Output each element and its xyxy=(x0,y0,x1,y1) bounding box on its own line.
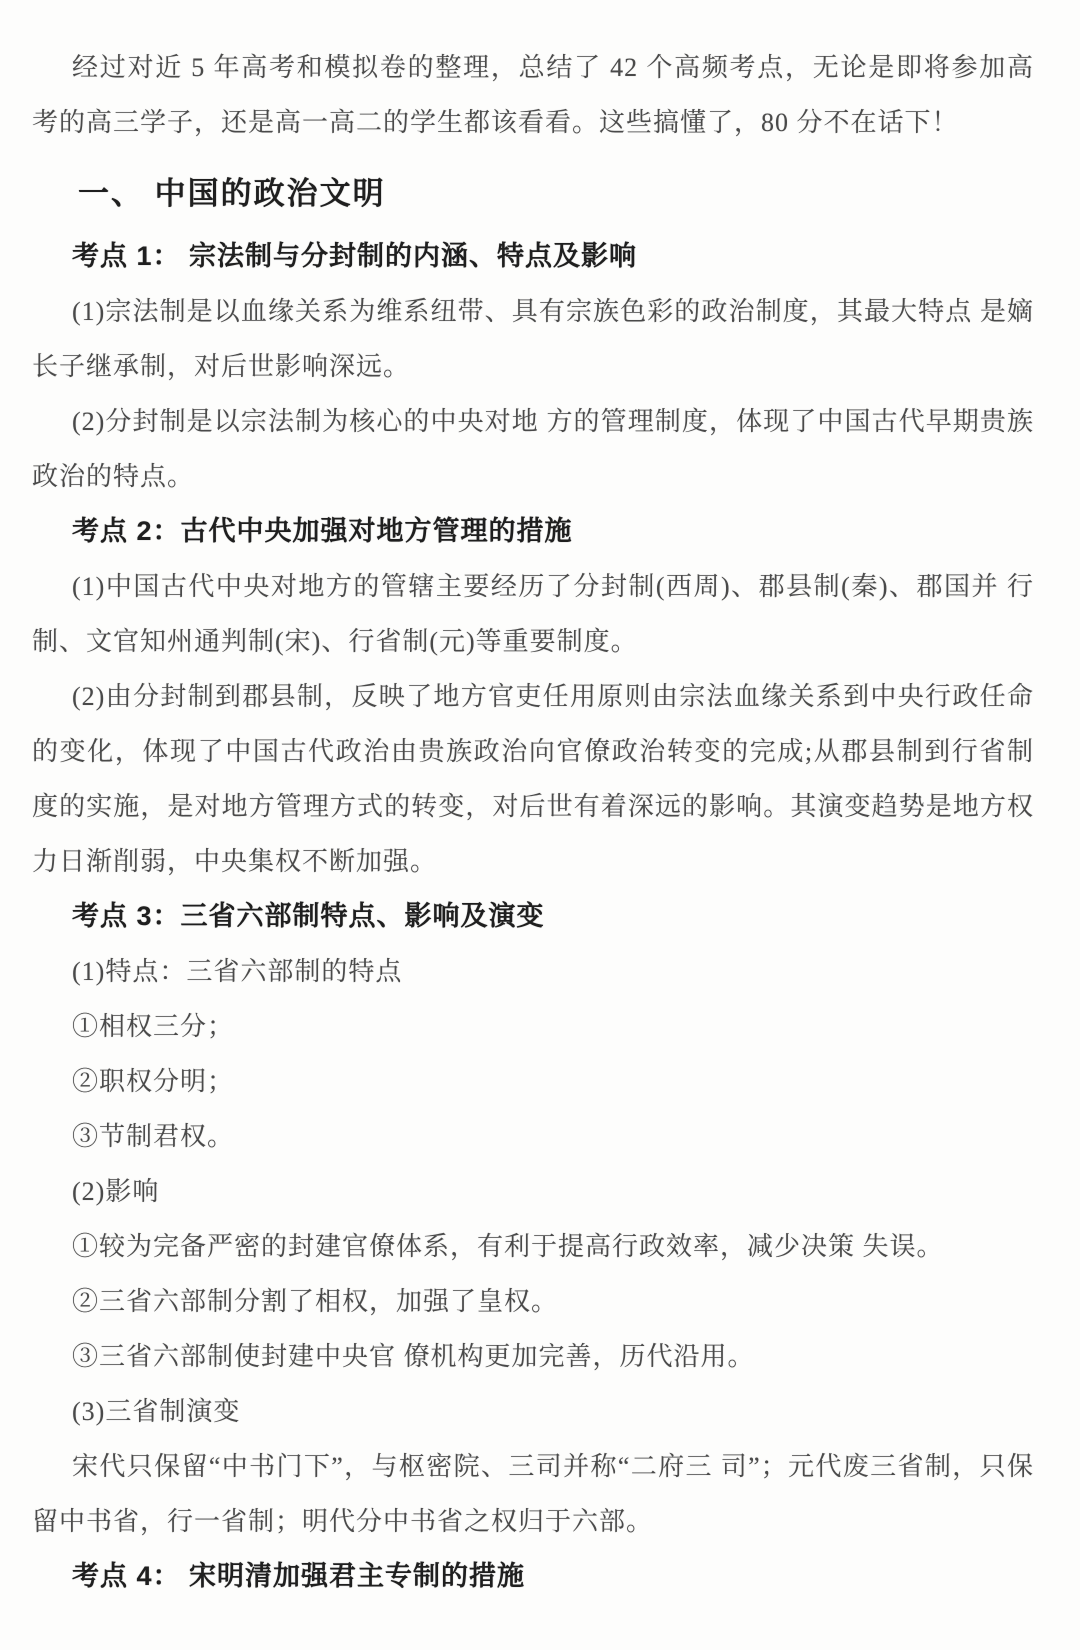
heading-kaodian-4: 考点 4： 宋明清加强君主专制的措施 xyxy=(72,1561,526,1591)
paragraph-kaodian2-item1: (1)中国古代中央对地方的管辖主要经历了分封制(西周)、郡县制(秦)、郡国并 行制、文官知州通判制(宋)、行省制(元)等重要制度。 xyxy=(32,572,1034,656)
intro-paragraph: 经过对近 5 年高考和模拟卷的整理，总结了 42 个高频考点，无论是即将参加高考的高三学子，还是高一高二的学生都该看看。这些搞懂了，80 分不在话下！ xyxy=(32,53,1034,137)
heading-kaodian-3: 考点 3：三省六部制特点、影响及演变 xyxy=(72,901,545,931)
heading-kaodian-2: 考点 2：古代中央加强对地方管理的措施 xyxy=(72,516,573,546)
paragraph-kaodian3-impact-3: ③三省六部制使封建中央官 僚机构更加完善，历代沿用。 xyxy=(72,1342,755,1371)
paragraph-kaodian1-item2: (2)分封制是以宗法制为核心的中央对地 方的管理制度，体现了中国古代早期贵族政治的特点。 xyxy=(32,407,1034,491)
paragraph-kaodian3-impact-1: ①较为完备严密的封建官僚体系，有利于提高行政效率，减少决策 失误。 xyxy=(72,1232,944,1261)
paragraph-kaodian2-item2: (2)由分封制到郡县制，反映了地方官吏任用原则由宗法血缘关系到中央行政任命的变化，体现了中国古代政治由贵族政治向官僚政治转变的完成;从郡县制到行省制度的实施，是对地方管理方式的转变，对后世有着深远的影响。其演变趋势是地方权力日渐削弱，中央集权不断加强。 xyxy=(32,682,1034,876)
paragraph-kaodian3-evolution: 宋代只保留“中书门下”，与枢密院、三司并称“二府三 司”；元代废三省制，只保留中书省，行一省制；明代分中书省之权归于六部。 xyxy=(32,1452,1034,1536)
section-title-1: 一、 中国的政治文明 xyxy=(78,176,386,211)
paragraph-kaodian3-impact-2: ②三省六部制分割了相权，加强了皇权。 xyxy=(72,1287,559,1316)
paragraph-kaodian3-feature-2: ②职权分明； xyxy=(72,1067,235,1096)
paragraph-kaodian3-feature-1: ①相权三分； xyxy=(72,1012,235,1041)
paragraph-kaodian3-impact-lead: (2)影响 xyxy=(72,1177,160,1206)
paragraph-kaodian3-feature-3: ③节制君权。 xyxy=(72,1122,235,1151)
paragraph-kaodian1-item1: (1)宗法制是以血缘关系为维系纽带、具有宗族色彩的政治制度，其最大特点 是嫡长子继承制，对后世影响深远。 xyxy=(32,297,1034,381)
paragraph-kaodian3-evolution-lead: (3)三省制演变 xyxy=(72,1397,241,1426)
heading-kaodian-1: 考点 1： 宗法制与分封制的内涵、特点及影响 xyxy=(72,241,638,271)
paragraph-kaodian3-features-lead: (1)特点：三省六部制的特点 xyxy=(72,957,403,986)
